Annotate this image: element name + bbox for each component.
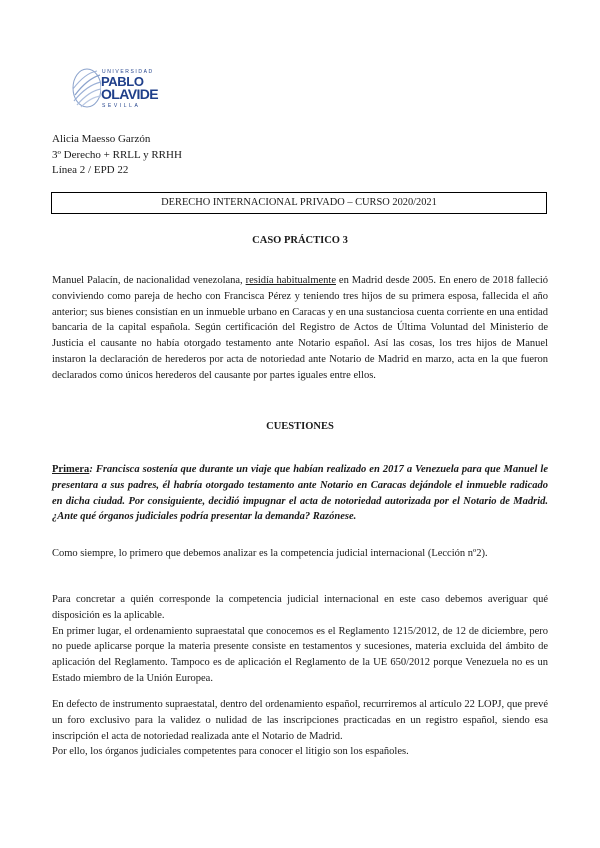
globe-icon [71, 65, 101, 111]
university-logo [71, 65, 167, 113]
answer-paragraph-3a: En defecto de instrumento supraestatal, dentro del ordenamiento español, recurriremos al artículo 22 LOPJ, que prevé un foro exclusivo para la validez o nulidad de las inscripciones practicadas en un registro español, siendo esa inscripción el acta de notoriedad realizada ante el Notario de Madrid. [52, 699, 548, 742]
question-label: Primera [52, 464, 90, 475]
case-statement-underlined: residía habitualmente [245, 275, 336, 286]
author-degree: 3º Derecho + RRLL y RRHH [52, 148, 182, 161]
author-name: Alicia Maesso Garzón [52, 133, 151, 145]
logo-bottom-text: SEVILLA [102, 103, 141, 109]
case-statement-start: Manuel Palacín, de nacionalidad venezolana, [52, 275, 246, 286]
question-first [52, 462, 548, 525]
answer-paragraph-1: Como siempre, lo primero que debemos analizar es la competencia judicial internacional (Lección nº2). [52, 548, 488, 559]
case-statement [52, 273, 548, 384]
answer-paragraph-2 [52, 592, 548, 687]
course-title-box: DERECHO INTERNACIONAL PRIVADO – CURSO 2020/2021 [51, 192, 547, 214]
answer-paragraph-2a: Para concretar a quién corresponde la competencia judicial internacional en este caso debemos averiguar qué disposición es la aplicable. [52, 594, 548, 621]
logo-name [101, 75, 158, 101]
answer-paragraph-3b: Por ello, los órganos judiciales competentes para conocer el litigio son los españoles. [52, 746, 409, 758]
author-block [52, 132, 182, 179]
logo-top-text: UNIVERSIDAD [102, 69, 154, 75]
question-text: : Francisca sostenía que durante un viaje que habían realizado en 2017 a Venezuela para que Manuel le presentara a sus padres, él habría otorgado testamento ante Notario en Caracas dejándole el inmueble radicado en dicha ciudad. Por consiguiente, decidió impugnar el acta de notoriedad autorizada por el Notario de Madrid. ¿Ante qué órganos judiciales podría presentar la demanda? Razónese. [52, 464, 548, 523]
answer-paragraph-3 [52, 697, 548, 760]
logo-name-line1: PABLO [101, 74, 144, 89]
logo-name-line2: OLAVIDE [101, 86, 158, 102]
answer-paragraph-2b: En primer lugar, el ordenamiento supraestatal que conocemos es el Reglamento 1215/2012, de 12 de diciembre, pero no puede aplicarse porque la materia presente consiste en testamentos y sucesiones, materia excluida del ámbito de aplicación del Reglamento. Tampoco es de aplicación el Reglamento de la UE 650/2012 porque Venezuela no es un Estado miembro de la Unión Europea. [52, 625, 548, 684]
case-statement-rest: en Madrid desde 2005. En enero de 2018 falleció conviviendo como pareja de hecho con Francisca Pérez y teniendo tres hijos de su primera esposa, fallecida el año anterior; sus bienes consistían en un inmueble urbano en Caracas y en una sustanciosa cuenta corriente en una entidad bancaria de la capital española. Según certificación del Registro de Actos de Última Voluntad del Ministerio de Justicia el causante no había otorgado testamento ante Notario español. Así las cosas, los tres hijos de Manuel instaron la declaración de herederos por acta de notoriedad ante Notario de Madrid en marzo, acta en la que fueron declarados como únicos herederos del causante por partes iguales entre ellos. [52, 275, 548, 381]
author-group: Línea 2 / EPD 22 [52, 164, 129, 176]
case-title: CASO PRÁCTICO 3 [252, 235, 348, 246]
questions-title: CUESTIONES [266, 421, 334, 432]
